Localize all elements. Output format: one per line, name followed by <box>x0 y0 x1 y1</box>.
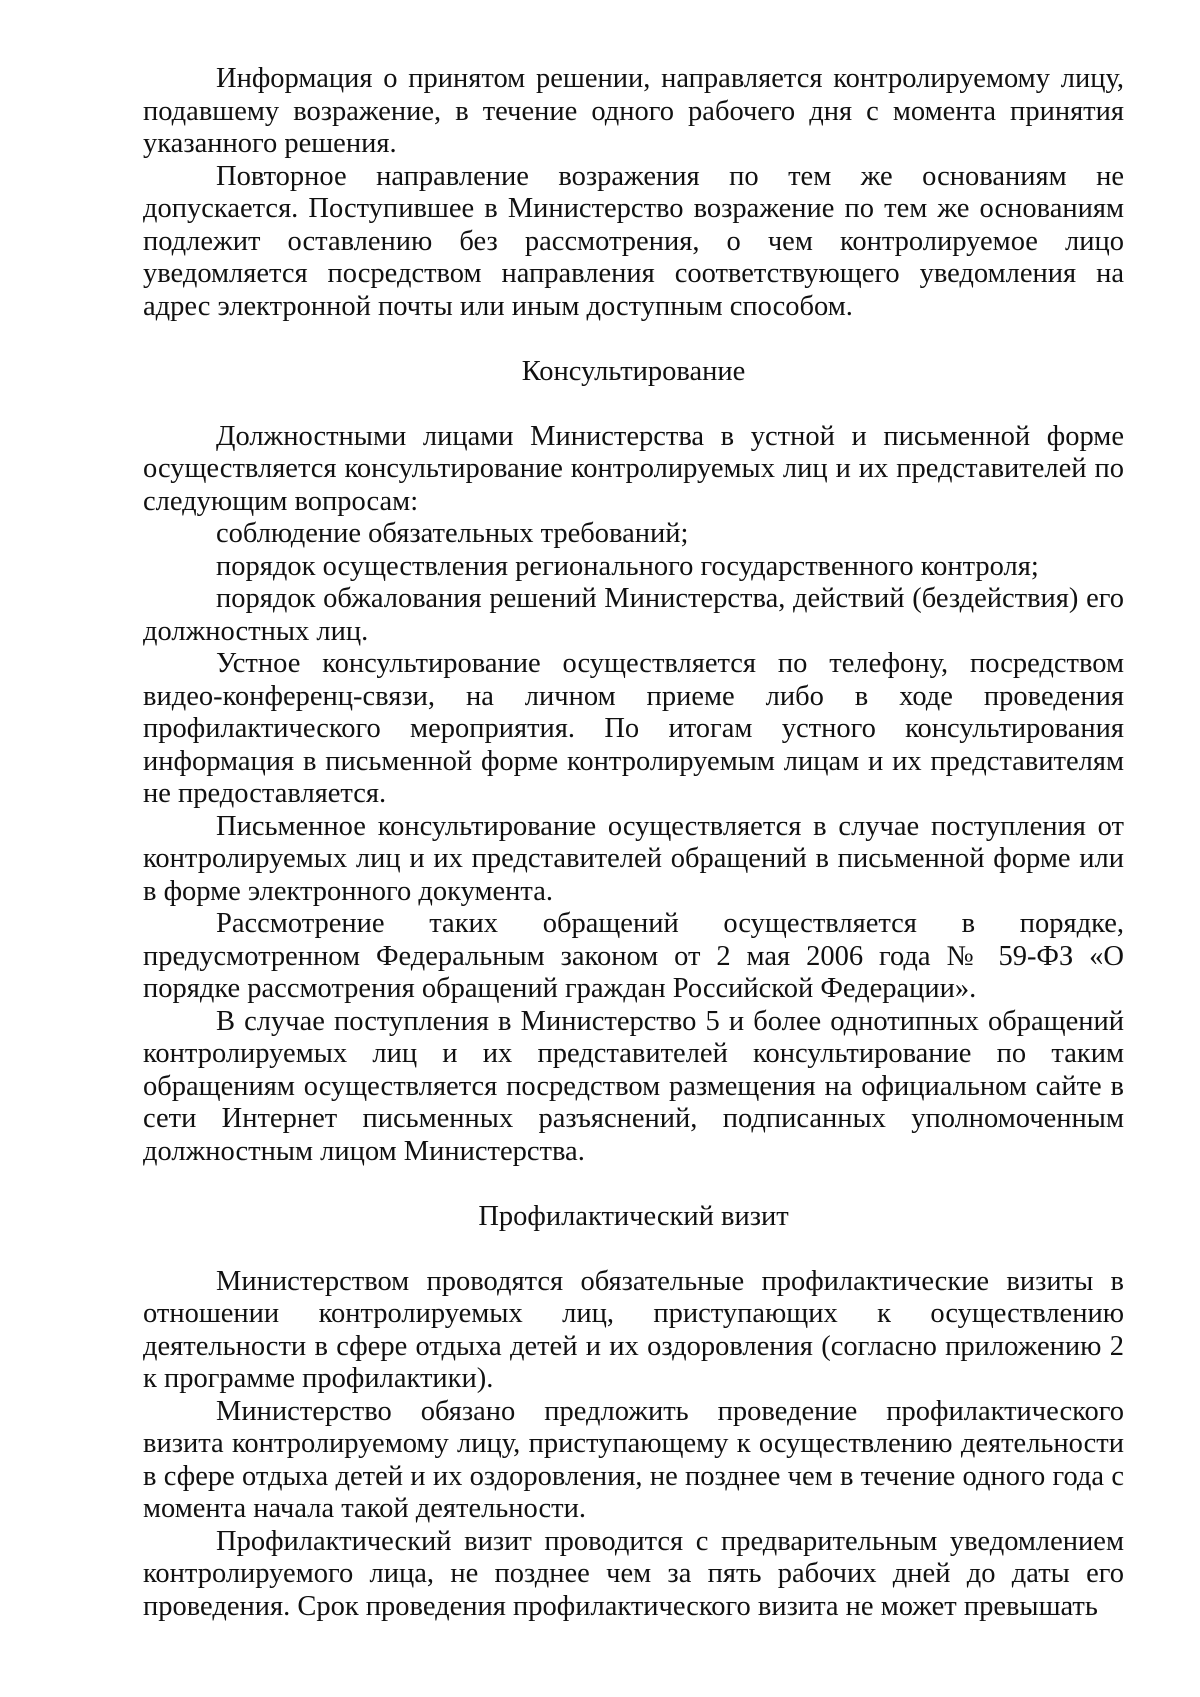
paragraph: Письменное консультирование осуществляется в случае поступления от контролируемых лиц и их представителей обращений в письменной форме или в форме электронного документа. <box>143 810 1124 907</box>
paragraph: Рассмотрение таких обращений осуществляется в порядке, предусмотренном Федеральным законом от 2 мая 2006 года № 59-ФЗ «О порядке рассмотрения обращений граждан Российской Федерации». <box>143 908 1124 1004</box>
paragraph: Информация о принятом решении, направляется контролируемому лицу, подавшему возражение, в течение одного рабочего дня с момента принятия указанного решения. <box>143 63 1124 159</box>
paragraph: В случае поступления в Министерство 5 и более однотипных обращений контролируемых лиц и их представителей консультирование по таким обращениям осуществляется посредством размещения на официальном сайте в сети Интернет письменных разъяснений, подписанных уполномоченным должностным лицом Министерства. <box>143 1005 1124 1167</box>
paragraph: Должностными лицами Министерства в устной и письменной форме осуществляется консультирование контролируемых лиц и их представителей по следующим вопросам: <box>143 420 1124 517</box>
paragraph: Повторное направление возражения по тем же основаниям не допускается. Поступившее в Министерство возражение по тем же основаниям подлежит оставлению без рассмотрения, о чем контролируемое лицо уведомляется посредством направления соответствующего уведомления на адрес электронной почты или иным доступным способом. <box>143 160 1124 322</box>
section-heading-consulting: Консультирование <box>521 356 746 387</box>
list-item: соблюдение обязательных требований; <box>216 518 689 549</box>
paragraph: Министерством проводятся обязательные профилактические визиты в отношении контролируемых лиц, приступающих к осуществлению деятельности в сфере отдыха детей и их оздоровления (согласно приложению 2 к программе профилактики). <box>143 1265 1124 1394</box>
paragraph: Профилактический визит проводится с предварительным уведомлением контролируемого лица, не позднее чем за пять рабочих дней до даты его проведения. Срок проведения профилактического визита не может превышать <box>143 1525 1124 1622</box>
list-item: порядок осуществления регионального государственного контроля; <box>216 550 1039 582</box>
list-item: порядок обжалования решений Министерства, действий (бездействия) его должностных лиц. <box>143 583 1124 647</box>
paragraph: Министерство обязано предложить проведение профилактического визита контролируемому лицу, приступающему к осуществлению деятельности в сфере отдыха детей и их оздоровления, не позднее чем в течение одного года с момента начала такой деятельности. <box>143 1395 1124 1524</box>
paragraph: Устное консультирование осуществляется по телефону, посредством видео-конференц-связи, на личном приеме либо в ходе проведения профилактического мероприятия. По итогам устного консультирования информация в письменной форме контролируемым лицам и их представителям не предоставляется. <box>143 648 1124 809</box>
section-heading-preventive-visit: Профилактический визит <box>478 1201 789 1232</box>
